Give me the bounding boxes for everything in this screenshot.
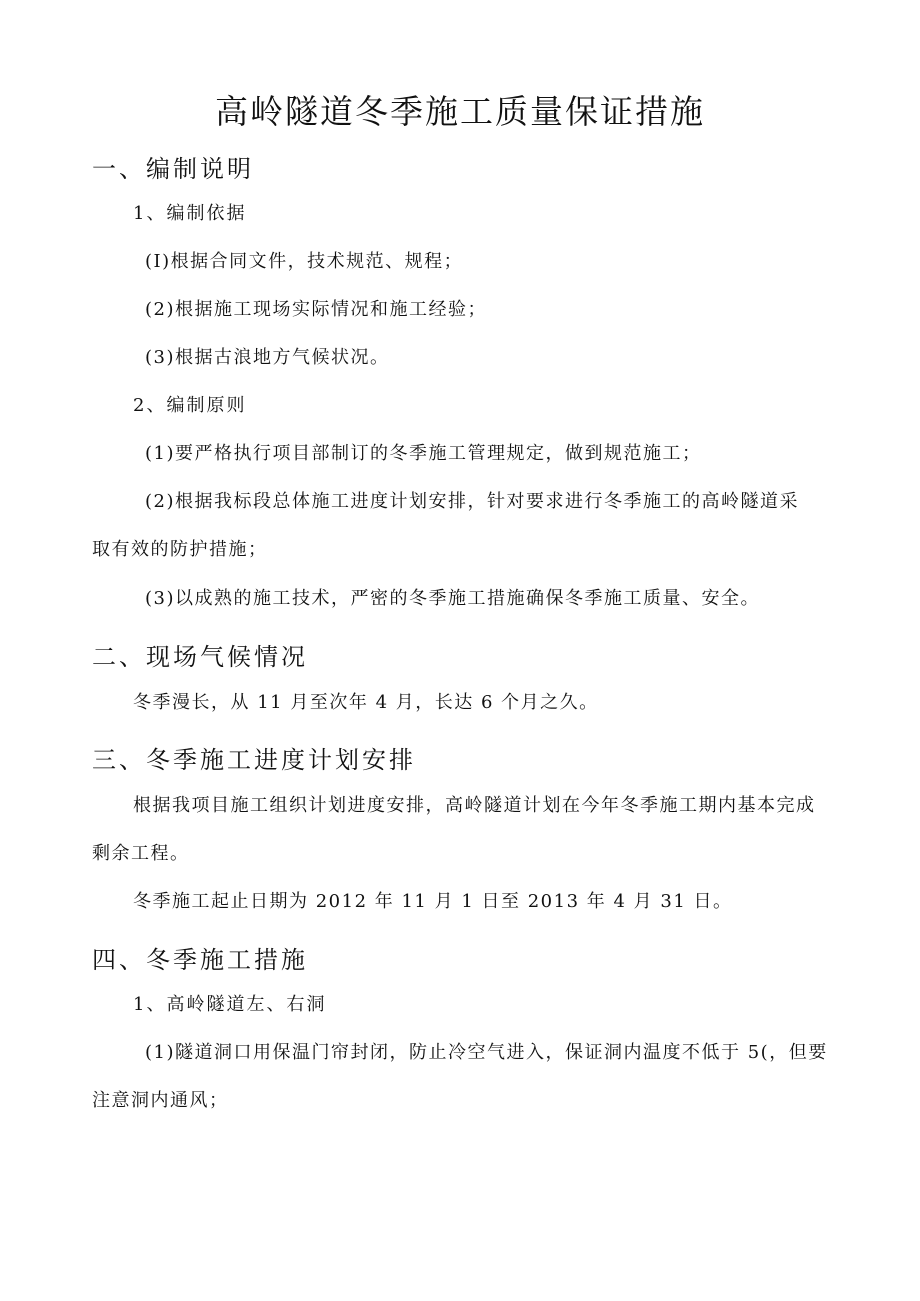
list-item: (2)根据施工现场实际情况和施工经验；: [145, 299, 487, 320]
section-heading-1: 一、编制说明: [92, 155, 254, 183]
list-item: (1)要严格执行项目部制订的冬季施工管理规定，做到规范施工；: [145, 443, 702, 464]
paragraph: 冬季施工起止日期为 2012 年 11 月 1 日至 2013 年 4 月 31 日。: [133, 891, 733, 912]
list-item: (3)根据古浪地方气候状况。: [145, 347, 390, 368]
list-item: (I)根据合同文件，技术规范、规程；: [145, 251, 464, 272]
list-item: (2)根据我标段总体施工进度计划安排，针对要求进行冬季施工的高岭隧道采: [145, 491, 799, 512]
subsection-heading-1-1: 1、编制依据: [133, 203, 247, 224]
paragraph: 根据我项目施工组织计划进度安排，高岭隧道计划在今年冬季施工期内基本完成: [133, 795, 816, 816]
section-heading-3: 三、冬季施工进度计划安排: [92, 746, 416, 774]
paragraph: 冬季漫长，从 11 月至次年 4 月，长达 6 个月之久。: [133, 692, 599, 713]
document-title: 高岭隧道冬季施工质量保证措施: [215, 92, 705, 131]
section-heading-2: 二、现场气候情况: [92, 643, 308, 671]
list-item: (3)以成熟的施工技术，严密的冬季施工措施确保冬季施工质量、安全。: [145, 588, 760, 609]
subsection-heading-1-2: 2、编制原则: [133, 395, 247, 416]
list-item-continuation: 取有效的防护措施；: [92, 539, 268, 560]
section-heading-4: 四、冬季施工措施: [92, 946, 308, 974]
paragraph-continuation: 剩余工程。: [92, 843, 190, 864]
subsection-heading-4-1: 1、高岭隧道左、右洞: [133, 994, 327, 1015]
list-item: (1)隧道洞口用保温门帘封闭，防止冷空气进入，保证洞内温度不低于 5(，但要: [145, 1042, 828, 1063]
list-item-continuation: 注意洞内通风；: [92, 1090, 229, 1111]
